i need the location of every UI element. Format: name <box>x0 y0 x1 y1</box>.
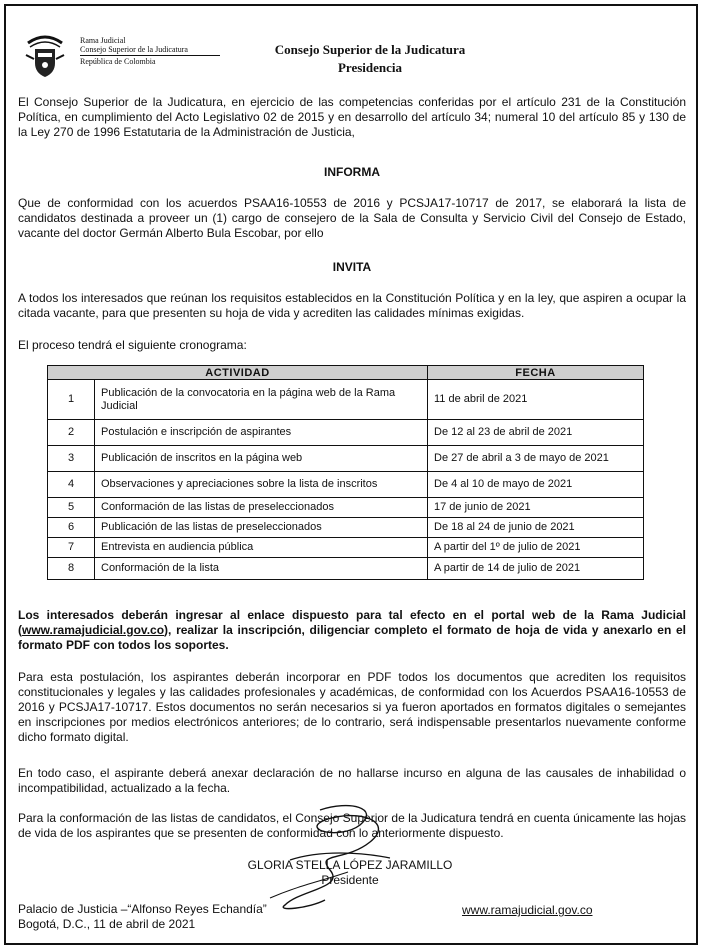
row-activity: Conformación de la lista <box>95 558 428 580</box>
row-number: 5 <box>48 498 95 518</box>
table-row <box>48 472 644 498</box>
row-date: De 27 de abril a 3 de mayo de 2021 <box>428 446 644 472</box>
row-number: 2 <box>48 420 95 446</box>
table-row <box>48 538 644 558</box>
institution-line: República de Colombia <box>80 57 156 66</box>
row-activity: Publicación de inscritos en la página web <box>95 446 428 472</box>
row-date: De 12 al 23 de abril de 2021 <box>428 420 644 446</box>
table-row <box>48 498 644 518</box>
row-activity: Conformación de las listas de preseleccionados <box>95 498 428 518</box>
schedule-header-fecha: FECHA <box>428 366 644 380</box>
table-row <box>48 518 644 538</box>
signer-role: Presidente <box>321 873 379 887</box>
footer-website-link[interactable]: www.ramajudicial.gov.co <box>462 903 593 917</box>
row-number: 8 <box>48 558 95 580</box>
row-date: De 4 al 10 de mayo de 2021 <box>428 472 644 498</box>
row-number: 6 <box>48 518 95 538</box>
row-activity: Publicación de las listas de preseleccionados <box>95 518 428 538</box>
notice-paragraph <box>18 608 686 653</box>
row-number: 3 <box>48 446 95 472</box>
ramajudicial-link[interactable]: www.ramajudicial.gov.co <box>22 623 165 637</box>
row-number: 4 <box>48 472 95 498</box>
schedule-header-row <box>48 366 644 380</box>
schedule-table <box>47 365 644 580</box>
row-activity: Postulación e inscripción de aspirantes <box>95 420 428 446</box>
row-activity: Observaciones y apreciaciones sobre la lista de inscritos <box>95 472 428 498</box>
row-date: De 18 al 24 de junio de 2021 <box>428 518 644 538</box>
row-number: 7 <box>48 538 95 558</box>
footer-place: Palacio de Justicia –“Alfonso Reyes Echandía” <box>18 902 267 916</box>
table-row <box>48 558 644 580</box>
row-date: A partir del 1º de julio de 2021 <box>428 538 644 558</box>
row-activity: Entrevista en audiencia pública <box>95 538 428 558</box>
invita-paragraph: A todos los interesados que reúnan los requisitos establecidos en la Constitución Política y en la ley, que aspiren a ocupar la citada vacante, para que presenten su hoja de vida y acrediten las calidades mínimas exigidas. <box>18 291 686 320</box>
institution-line: Rama Judicial <box>80 36 126 45</box>
signer-name: GLORIA STELLA LÓPEZ JARAMILLO <box>247 858 453 872</box>
row-date: 17 de junio de 2021 <box>428 498 644 518</box>
row-number: 1 <box>48 380 95 420</box>
schedule-header-actividad: ACTIVIDAD <box>48 366 428 380</box>
notice-text-end: ), realizar la inscripción, diligenciar completo el formato de hoja de vida y anexarlo en el formato PDF con todos los soportes. <box>18 623 686 652</box>
intro-paragraph: El Consejo Superior de la Judicatura, en ejercicio de las competencias conferidas por el artículo 231 de la Constitución Política, en cumplimiento del Acto Legislativo 02 de 2015 y en desarrollo del artículo 34; numeral 10 del artículo 85 y 130 de la Ley 270 de 1996 Estatutaria de la Administración de Justicia, <box>18 95 686 139</box>
row-date: 11 de abril de 2021 <box>428 380 644 420</box>
en-todo-caso-paragraph: En todo caso, el aspirante deberá anexar declaración de no hallarse incurso en alguna de las causales de inhabilidad o incompatibilidad, actualizado a la fecha. <box>18 766 686 795</box>
coat-of-arms-icon <box>22 33 68 79</box>
page-title: Consejo Superior de la Judicatura <box>274 42 466 57</box>
table-row <box>48 446 644 472</box>
postulacion-paragraph: Para esta postulación, los aspirantes deberán incorporar en PDF todos los documentos que acrediten los requisitos constitucionales y legales y las calidades profesionales y académicas, de conformidad con los Acuerdos PSAA16-10553 de 2016 y PCSJA17-10717. Estos documentos no serán necesarios si ya fueron aportados en formatos digitales o semejantes en inscripciones por medios electrónicos anteriores; de lo contrario, será indispensable presentarlos nuevamente conforme dicho formato digital. <box>18 670 686 744</box>
cronograma-intro: El proceso tendrá el siguiente cronograma: <box>18 338 247 352</box>
informa-paragraph: Que de conformidad con los acuerdos PSAA16-10553 de 2016 y PCSJA17-10717 de 2017, se elaborará la lista de candidatos destinada a proveer un (1) cargo de consejero de la Sala de Consulta y Servicio Civil del Consejo de Estado, vacante del doctor Germán Alberto Bula Escobar, por ello <box>18 196 686 240</box>
notice-text-start: Los interesados deberán ingresar al enlace dispuesto para tal efecto en el portal web de la Rama Judicial ( <box>18 608 686 637</box>
table-row <box>48 420 644 446</box>
row-activity: Publicación de la convocatoria en la página web de la Rama Judicial <box>95 380 428 420</box>
conformacion-paragraph: Para la conformación de las listas de candidatos, el Consejo Superior de la Judicatura tendrá en cuenta únicamente las hojas de vida de los aspirantes que se presenten de conformidad con lo anteriormente dispuesto. <box>18 811 686 840</box>
table-row <box>48 380 644 420</box>
page-subtitle: Presidencia <box>337 60 403 75</box>
informa-heading: INFORMA <box>324 165 380 179</box>
footer-location <box>18 902 267 932</box>
institution-line: Consejo Superior de la Judicatura <box>80 45 188 54</box>
row-date: A partir de 14 de julio de 2021 <box>428 558 644 580</box>
signature-block <box>235 858 465 888</box>
invita-heading: INVITA <box>332 260 372 274</box>
footer-date: Bogotá, D.C., 11 de abril de 2021 <box>18 917 196 931</box>
